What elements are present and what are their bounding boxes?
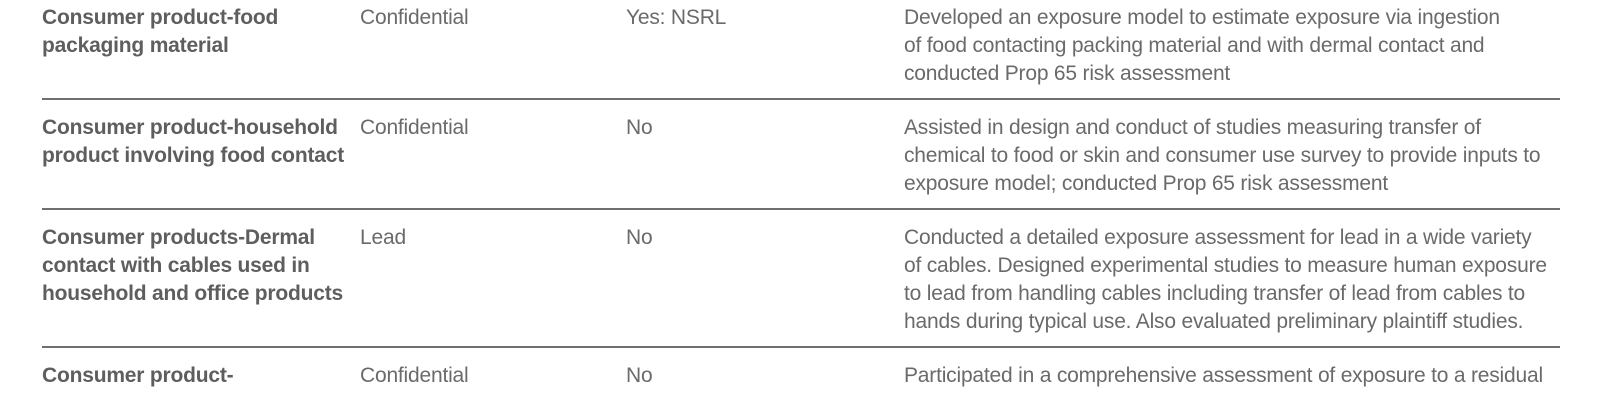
- description-cell: Participated in a comprehensive assessment of exposure to a residual: [904, 364, 1543, 387]
- product-cell: Consumer product-: [42, 364, 234, 387]
- description-cell: Conducted a detailed exposure assessment for lead in a wide variety of cables. Designed experimental studies to measure human exposure to lead from handling cables including transfer of lead from cables to hands during typical use. Also evaluated preliminary plaintiff studies.: [904, 226, 1547, 333]
- table-row: [42, 210, 1560, 348]
- table-row: [42, 100, 1560, 210]
- product-cell: Consumer product-household product involving food contact: [42, 116, 344, 167]
- chemical-cell: Confidential: [360, 6, 469, 29]
- prop65-cell: No: [626, 364, 653, 387]
- product-cell: Consumer product-food packaging material: [42, 6, 279, 57]
- prop65-cell: Yes: NSRL: [626, 6, 727, 29]
- chemical-cell: Confidential: [360, 116, 469, 139]
- prop65-cell: No: [626, 226, 653, 249]
- description-cell: Assisted in design and conduct of studies measuring transfer of chemical to food or skin and consumer use survey to provide inputs to exposure model; conducted Prop 65 risk assessment: [904, 116, 1541, 195]
- chemical-cell: Confidential: [360, 364, 469, 387]
- product-cell: Consumer products-Dermal contact with cables used in household and office products: [42, 226, 344, 305]
- description-cell: Developed an exposure model to estimate exposure via ingestion of food contacting packing material and with dermal contact and conducted Prop 65 risk assessment: [904, 6, 1500, 85]
- prop65-cell: No: [626, 116, 653, 139]
- table-row: [42, 4, 1560, 100]
- project-table: [42, 4, 1560, 398]
- chemical-cell: Lead: [360, 226, 406, 249]
- table-row: [42, 348, 1560, 398]
